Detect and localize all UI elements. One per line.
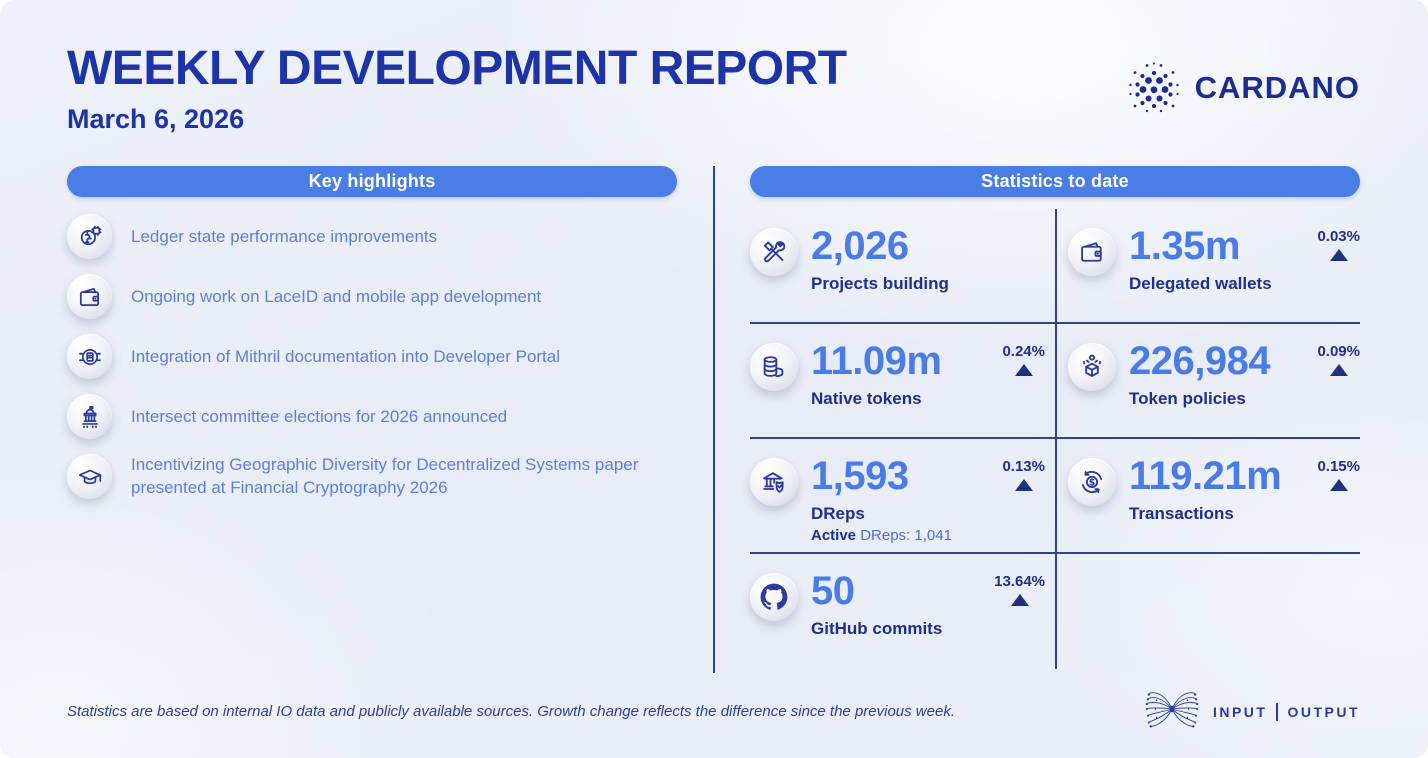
stat-value: 1.35m — [1129, 224, 1240, 269]
coin-stack-icon — [750, 343, 798, 391]
page-title: WEEKLY DEVELOPMENT REPORT — [67, 42, 847, 95]
highlight-text: Ongoing work on LaceID and mobile app development — [131, 286, 542, 306]
highlight-text: Incentivizing Geographic Diversity for Decentralized Systems paper presented at Financial Cryptography 2026 — [131, 455, 639, 497]
cardano-logo-icon — [1125, 56, 1183, 119]
key-highlights-heading: Key highlights — [67, 166, 677, 197]
stat-token-policies — [1055, 324, 1360, 439]
stat-value: 2,026 — [811, 224, 909, 269]
triangle-up-icon — [1011, 594, 1029, 606]
stat-label: Projects building — [811, 274, 949, 294]
stat-transactions — [1055, 439, 1360, 554]
footer-disclaimer: Statistics are based on internal IO data and publicly available sources. Growth change reflects the difference since the previous week. — [67, 703, 955, 720]
governance-bank-icon — [750, 458, 798, 506]
highlights-list — [67, 214, 677, 499]
stat-value: 11.09m — [811, 339, 942, 384]
growth-percent: 0.13% — [1002, 458, 1045, 476]
list-item — [67, 454, 677, 499]
triangle-up-icon — [1015, 479, 1033, 491]
github-icon — [750, 573, 798, 621]
stat-sublabel — [811, 527, 952, 544]
key-highlights-section — [67, 166, 677, 673]
stat-label: DReps — [811, 504, 865, 524]
growth-indicator — [1317, 341, 1360, 376]
butterfly-icon — [1143, 687, 1201, 736]
list-item — [67, 394, 677, 439]
highlight-text: Integration of Mithril documentation into Developer Portal — [131, 346, 561, 366]
stat-dreps — [750, 439, 1055, 554]
cardano-wordmark: CARDANO — [1194, 69, 1360, 105]
stat-projects-building — [750, 209, 1055, 324]
stat-delegated-wallets — [1055, 209, 1360, 324]
stat-sublabel-rest: DReps: 1,041 — [860, 527, 952, 545]
wallet-icon — [67, 274, 112, 319]
growth-percent: 13.64% — [994, 573, 1045, 591]
token-box-icon — [1068, 343, 1116, 391]
stat-label: Transactions — [1129, 504, 1234, 524]
stat-value: 119.21m — [1129, 454, 1282, 499]
stat-value: 226,984 — [1129, 339, 1271, 384]
stat-native-tokens — [750, 324, 1055, 439]
stat-value: 50 — [811, 569, 855, 614]
stat-sublabel-bold: Active — [811, 527, 857, 545]
io-text-output: OUTPUT — [1287, 703, 1360, 720]
cardano-brand — [1125, 56, 1360, 119]
graduation-cap-icon — [67, 454, 112, 499]
triangle-up-icon — [1330, 479, 1348, 491]
svg-text:$: $ — [1088, 477, 1096, 489]
growth-percent: 0.15% — [1317, 458, 1360, 476]
growth-percent: 0.09% — [1317, 343, 1360, 361]
footer — [67, 687, 1360, 736]
stat-github-commits — [750, 554, 1055, 669]
io-divider-bar — [1276, 703, 1278, 721]
report-date: March 6, 2026 — [67, 104, 245, 135]
growth-indicator — [1002, 341, 1045, 376]
brain-chip-icon — [67, 214, 112, 259]
growth-percent: 0.24% — [1002, 343, 1045, 361]
list-item — [67, 334, 677, 379]
document-circuit-icon — [67, 334, 112, 379]
triangle-up-icon — [1015, 364, 1033, 376]
hammer-wrench-icon — [750, 228, 798, 276]
list-item — [67, 214, 677, 259]
triangle-up-icon — [1330, 364, 1348, 376]
triangle-up-icon — [1330, 249, 1348, 261]
stat-label: Delegated wallets — [1129, 274, 1272, 294]
growth-indicator — [1317, 456, 1360, 491]
statistics-heading: Statistics to date — [750, 166, 1360, 197]
stat-value: 1,593 — [811, 454, 909, 499]
header — [67, 0, 1360, 135]
stat-label: GitHub commits — [811, 619, 943, 639]
government-building-icon — [67, 394, 112, 439]
input-output-logo — [1143, 687, 1360, 736]
io-text-input: INPUT — [1212, 703, 1268, 720]
growth-percent: 0.03% — [1317, 228, 1360, 246]
growth-indicator — [1317, 226, 1360, 261]
growth-indicator — [994, 571, 1045, 606]
statistics-section — [750, 166, 1360, 673]
highlight-text: Ledger state performance improvements — [131, 226, 438, 246]
highlight-text: Intersect committee elections for 2026 announced — [131, 406, 508, 426]
growth-indicator — [1002, 456, 1045, 491]
stat-label: Token policies — [1129, 389, 1246, 409]
wallet-icon — [1068, 228, 1116, 276]
list-item — [67, 274, 677, 319]
dollar-cycle-icon — [1068, 458, 1116, 506]
stat-label: Native tokens — [811, 389, 922, 409]
statistics-grid — [750, 209, 1360, 669]
stat-empty-cell — [1055, 554, 1360, 669]
section-divider — [713, 166, 715, 673]
